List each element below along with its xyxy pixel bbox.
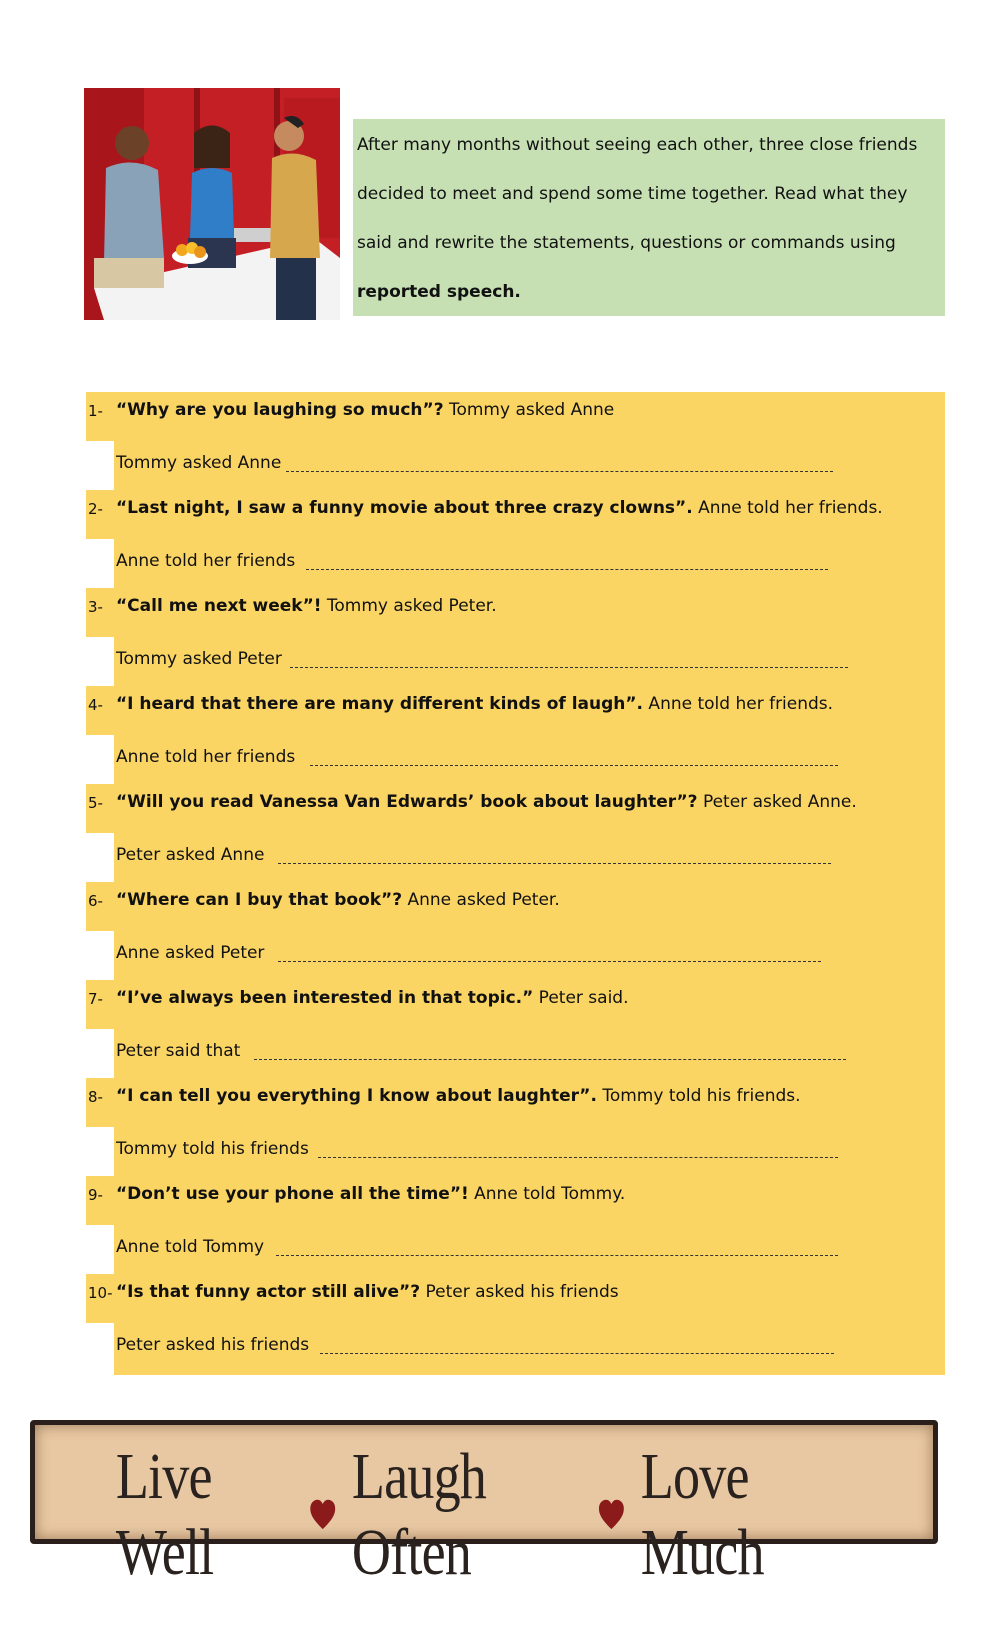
question-number: 6- xyxy=(88,892,103,910)
question-row-5 xyxy=(86,784,945,833)
motto-sign xyxy=(30,1420,938,1589)
question-row-8 xyxy=(86,1078,945,1127)
answer-row-6[interactable] xyxy=(114,931,945,980)
answer-row-3[interactable] xyxy=(114,637,945,686)
answer-row-2[interactable] xyxy=(114,539,945,588)
question-row-7 xyxy=(86,980,945,1029)
question-number: 7- xyxy=(88,990,103,1008)
question-number: 4- xyxy=(88,696,103,714)
direct-speech-quote: “I can tell you everything I know about laughter”. xyxy=(116,1086,597,1106)
speaker-tag: Anne asked Peter. xyxy=(402,890,560,910)
answer-prompt: Tommy told his friends xyxy=(116,1139,309,1159)
speaker-tag: Peter asked his friends xyxy=(420,1282,619,1302)
answer-blank-line[interactable] xyxy=(254,1059,846,1060)
answer-blank-line[interactable] xyxy=(306,569,828,570)
answer-row-5[interactable] xyxy=(114,833,945,882)
direct-speech-quote: “Call me next week”! xyxy=(116,596,322,616)
question-number: 5- xyxy=(88,794,103,812)
speaker-tag: Anne told her friends. xyxy=(643,694,834,714)
sign-text-laugh-often: Laugh Often xyxy=(351,1440,487,1589)
question-text xyxy=(116,792,857,812)
question-text xyxy=(116,1086,801,1106)
question-text xyxy=(116,400,614,420)
friends-photo xyxy=(84,88,340,320)
speaker-tag: Tommy asked Anne xyxy=(443,400,615,420)
instructions-line-3: said and rewrite the statements, questions or commands using xyxy=(357,233,896,253)
answer-row-7[interactable] xyxy=(114,1029,945,1078)
answer-prompt: Anne told Tommy xyxy=(116,1237,265,1257)
answer-blank-line[interactable] xyxy=(278,961,821,962)
answer-blank-line[interactable] xyxy=(276,1255,838,1256)
direct-speech-quote: “I’ve always been interested in that topic.” xyxy=(116,988,534,1008)
answer-row-10[interactable] xyxy=(114,1323,945,1375)
answer-blank-line[interactable] xyxy=(318,1157,838,1158)
speaker-tag: Tommy asked Peter. xyxy=(321,596,497,616)
question-row-3 xyxy=(86,588,945,637)
question-row-4 xyxy=(86,686,945,735)
answer-blank-line[interactable] xyxy=(310,765,838,766)
question-number: 3- xyxy=(88,598,103,616)
question-row-10 xyxy=(86,1274,945,1323)
question-row-2 xyxy=(86,490,945,539)
answer-row-9[interactable] xyxy=(114,1225,945,1274)
answer-blank-line[interactable] xyxy=(278,863,831,864)
answer-prompt: Peter asked his friends xyxy=(116,1335,310,1355)
sign-text-live-well: Live Well xyxy=(115,1440,214,1589)
direct-speech-quote: “Where can I buy that book”? xyxy=(116,890,403,910)
answer-row-4[interactable] xyxy=(114,735,945,784)
question-row-9 xyxy=(86,1176,945,1225)
answer-prompt: Peter said that xyxy=(116,1041,241,1061)
answer-blank-line[interactable] xyxy=(286,471,833,472)
direct-speech-quote: “Don’t use your phone all the time”! xyxy=(116,1184,469,1204)
answer-prompt: Anne asked Peter xyxy=(116,943,265,963)
answer-prompt: Tommy asked Peter xyxy=(116,649,282,669)
instructions-line-2: decided to meet and spend some time together. Read what they xyxy=(357,184,908,204)
speaker-tag: Anne told her friends. xyxy=(692,498,883,518)
speaker-tag: Peter said. xyxy=(533,988,629,1008)
answer-prompt: Anne told her friends xyxy=(116,551,296,571)
instructions-line-4: reported speech. xyxy=(357,282,521,302)
answer-prompt: Anne told her friends xyxy=(116,747,296,767)
question-text xyxy=(116,498,883,518)
heart-icon xyxy=(309,1495,337,1535)
instructions-line-1: After many months without seeing each other, three close friends xyxy=(357,135,918,155)
answer-blank-line[interactable] xyxy=(320,1353,834,1354)
direct-speech-quote: “Why are you laughing so much”? xyxy=(116,400,444,420)
direct-speech-quote: “Last night, I saw a funny movie about three crazy clowns”. xyxy=(116,498,693,518)
question-text xyxy=(116,988,629,1008)
question-number: 9- xyxy=(88,1186,103,1204)
speaker-tag: Tommy told his friends. xyxy=(596,1086,801,1106)
answer-row-1[interactable] xyxy=(114,441,945,490)
question-text xyxy=(116,1184,625,1204)
instructions-box xyxy=(353,119,945,316)
question-row-1 xyxy=(86,392,945,441)
heart-icon xyxy=(598,1495,626,1535)
direct-speech-quote: “I heard that there are many different kinds of laugh”. xyxy=(116,694,644,714)
answer-blank-line[interactable] xyxy=(290,667,848,668)
sign-text-love-much: Love Much xyxy=(640,1440,764,1589)
question-number: 2- xyxy=(88,500,103,518)
question-text xyxy=(116,890,560,910)
exercise-list xyxy=(86,392,945,1375)
speaker-tag: Peter asked Anne. xyxy=(697,792,857,812)
question-text xyxy=(116,596,497,616)
sign-text xyxy=(116,1439,852,1591)
answer-row-8[interactable] xyxy=(114,1127,945,1176)
speaker-tag: Anne told Tommy. xyxy=(468,1184,626,1204)
question-number: 10- xyxy=(88,1284,113,1302)
question-row-6 xyxy=(86,882,945,931)
question-text xyxy=(116,694,833,714)
question-text xyxy=(116,1282,619,1302)
answer-prompt: Peter asked Anne xyxy=(116,845,265,865)
direct-speech-quote: “Is that funny actor still alive”? xyxy=(116,1282,421,1302)
question-number: 1- xyxy=(88,402,103,420)
direct-speech-quote: “Will you read Vanessa Van Edwards’ book about laughter”? xyxy=(116,792,698,812)
answer-prompt: Tommy asked Anne xyxy=(116,453,282,473)
question-number: 8- xyxy=(88,1088,103,1106)
